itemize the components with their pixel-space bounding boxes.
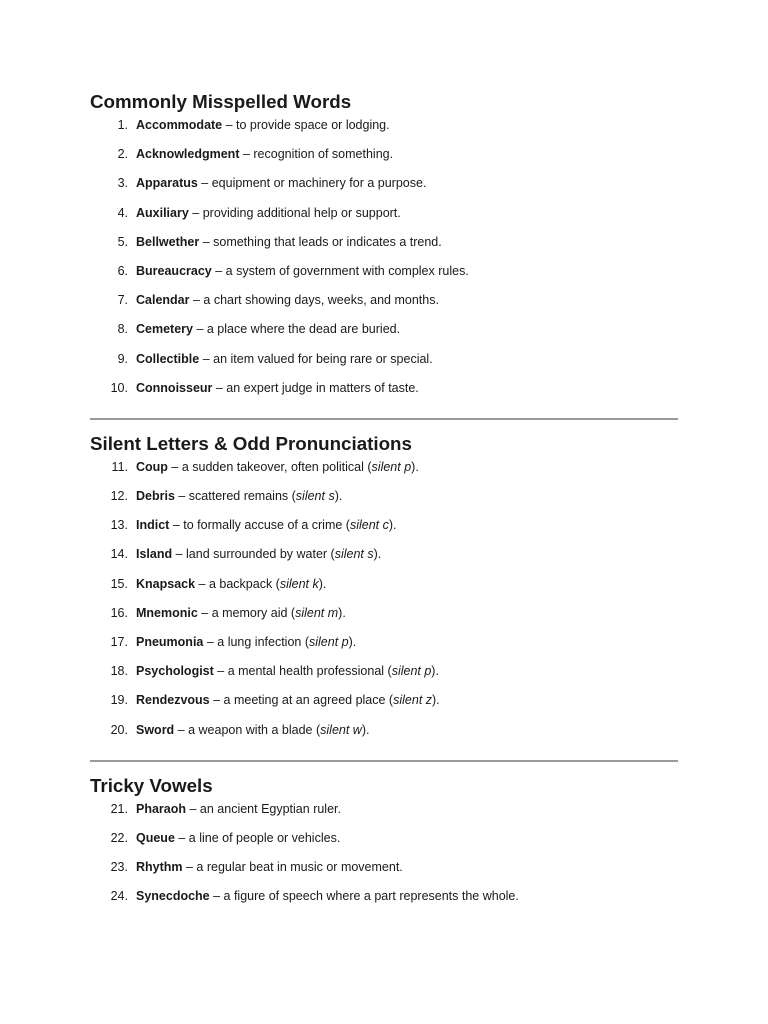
item-term: Coup [136,459,168,474]
item-number: 2. [117,147,128,162]
section-commonly-misspelled [90,93,678,403]
item-number: 6. [117,263,128,278]
item-definition: – to formally accuse of a crime ( [169,518,350,533]
list-item [90,657,678,686]
item-definition: – a chart showing days, weeks, and months. [189,293,439,308]
list-item [90,315,678,344]
item-number: 13. [110,518,128,533]
item-term: Rendezvous [136,693,210,708]
item-term: Indict [136,518,170,533]
item-end: ). [373,547,382,562]
list-item [90,374,678,403]
item-end: ). [338,605,346,620]
item-definition: – providing additional help or support. [188,205,401,220]
item-definition: – a meeting at an agreed place ( [209,693,394,708]
item-end: ). [432,693,440,708]
item-note: silent z [393,693,433,708]
item-term: Debris [136,489,175,504]
list-item [90,882,678,911]
list-item [90,853,678,882]
item-number: 10. [110,380,128,395]
item-definition: – recognition of something. [239,147,394,162]
item-number: 19. [110,693,128,708]
item-definition: – equipment or machinery for a purpose. [197,176,427,191]
item-end: ). [348,635,357,649]
list-item [90,228,678,257]
item-definition: – scattered remains ( [174,489,296,504]
item-end: ). [334,489,343,504]
list-item [90,140,678,169]
item-number: 3. [117,176,128,191]
item-number: 24. [110,889,128,904]
item-definition: – a weapon with a blade ( [174,722,321,737]
list-item [90,111,678,140]
section-title: Tricky Vowels [90,774,213,796]
entry-list [90,111,678,403]
item-term: Pharaoh [136,801,187,816]
item-definition: – a regular beat in music or movement. [182,860,403,875]
list-item [90,716,678,745]
item-number: 1. [117,118,128,132]
item-number: 22. [110,830,128,845]
item-term: Queue [136,830,175,845]
item-number: 18. [110,664,128,679]
list-item [90,824,678,853]
item-note: silent c [349,518,389,533]
item-end: ). [361,722,370,737]
item-definition: – an ancient Egyptian ruler. [186,801,341,816]
list-item [90,286,678,315]
item-number: 16. [110,605,128,620]
item-number: 4. [117,205,128,220]
list-item [90,199,678,228]
item-term: Auxiliary [136,205,189,220]
item-term: Accommodate [136,118,223,132]
item-end: ). [388,518,397,533]
item-term: Pneumonia [136,635,204,649]
item-definition: – a backpack ( [195,576,280,591]
item-note: silent s [334,547,374,562]
section-silent-letters [90,432,678,745]
item-end: ). [411,459,419,474]
item-note: silent k [279,576,319,591]
item-number: 17. [110,635,128,649]
list-item [90,453,678,482]
item-note: silent w [320,722,362,737]
item-definition: – a figure of speech where a part represents the whole. [209,889,519,904]
item-note: silent p [309,635,349,649]
item-term: Calendar [136,293,190,308]
item-definition: – a sudden takeover, often political ( [167,459,372,474]
item-number: 21. [110,801,128,816]
item-definition: – a lung infection ( [203,635,309,649]
item-number: 14. [110,547,128,562]
list-item [90,628,678,657]
item-number: 15. [110,576,128,591]
item-term: Island [136,547,173,562]
section-divider [90,760,678,762]
list-item [90,599,678,628]
item-note: silent p [391,664,432,679]
item-term: Bureaucracy [136,263,212,278]
item-term: Bellwether [136,234,200,249]
item-definition: – a mental health professional ( [213,664,392,679]
item-number: 23. [110,860,128,875]
item-term: Acknowledgment [136,147,240,162]
item-number: 9. [117,351,128,366]
item-term: Psychologist [136,664,214,679]
list-item [90,795,678,824]
list-item [90,570,678,599]
item-definition: – land surrounded by water ( [172,547,335,562]
item-definition: – an item valued for being rare or special. [199,351,433,366]
item-definition: – a place where the dead are buried. [192,322,401,337]
item-term: Rhythm [136,860,183,875]
item-term: Knapsack [136,576,196,591]
section-tricky-vowels [90,774,678,912]
item-number: 8. [117,322,128,337]
item-number: 7. [117,293,128,308]
item-definition: – a memory aid ( [197,605,296,620]
section-title: Commonly Misspelled Words [90,91,352,112]
item-definition: – a system of government with complex rules. [211,263,469,278]
item-definition: – a line of people or vehicles. [174,830,341,845]
item-number: 20. [110,722,128,737]
item-term: Sword [136,722,175,737]
section-divider [90,418,678,420]
item-term: Mnemonic [136,605,198,620]
list-item [90,686,678,715]
entry-list [90,795,678,912]
list-item [90,511,678,540]
item-term: Collectible [136,351,200,366]
list-item [90,169,678,198]
section-title: Silent Letters & Odd Pronunciations [90,432,412,454]
item-term: Synecdoche [136,889,210,904]
item-number: 5. [117,234,128,249]
list-item [90,257,678,286]
entry-list [90,453,678,745]
item-term: Apparatus [136,176,198,191]
item-note: silent p [371,459,412,474]
item-number: 12. [110,489,128,504]
list-item [90,482,678,511]
item-definition: – to provide space or lodging. [222,118,390,132]
list-item [90,345,678,374]
item-end: ). [318,576,327,591]
item-definition: – an expert judge in matters of taste. [212,380,419,395]
item-term: Connoisseur [136,380,213,395]
item-definition: – something that leads or indicates a trend. [199,234,442,249]
item-note: silent m [295,605,339,620]
list-item [90,540,678,569]
item-note: silent s [295,489,335,504]
item-end: ). [431,664,439,679]
item-term: Cemetery [136,322,193,337]
item-number: 11. [111,459,128,474]
